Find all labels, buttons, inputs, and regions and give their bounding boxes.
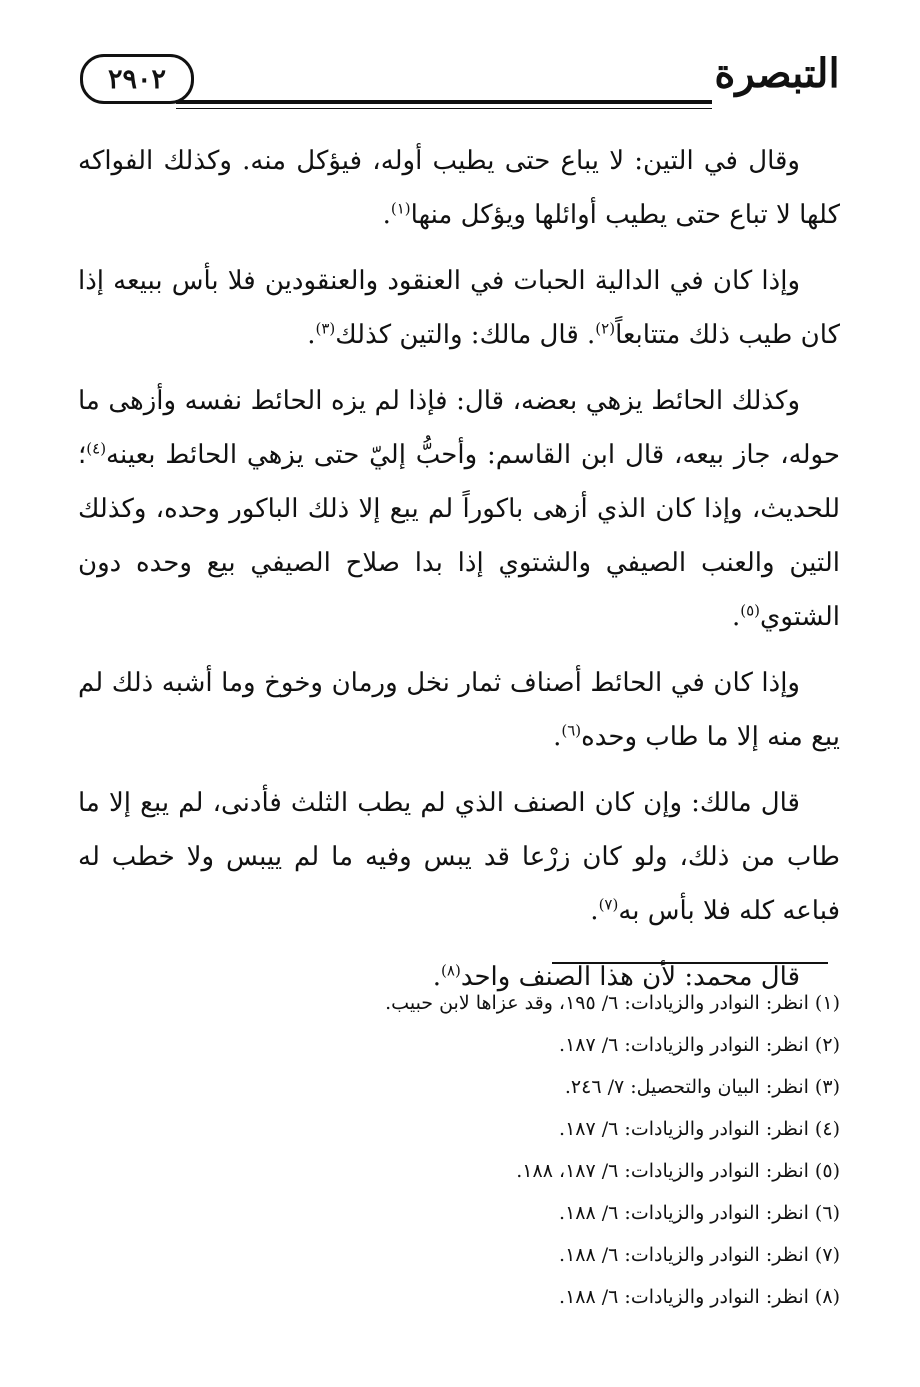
paragraph-2: وإذا كان في الدالية الحبات في العنقود والعنقودين فلا بأس ببيعه إذا كان طيب ذلك متتابعاً$^{(٢)}$. قال مالك: والتين كذلك$^{(٣)}$. <box>78 266 840 350</box>
footnote-ref-1: (١) <box>390 199 411 218</box>
book-title: التبصرة <box>714 50 840 97</box>
footnote-ref-8: (٨) <box>441 961 461 980</box>
main-text <box>78 134 840 1016</box>
footnote-8: (٨) انظر: النوادر والزيادات: ٦/ ١٨٨. <box>559 1286 840 1308</box>
footnote-ref-4: (٤) <box>86 439 107 458</box>
paragraph-6: قال محمد: لأن هذا الصنف واحد$^{(٨)}$. <box>432 961 800 992</box>
footnotes <box>78 982 840 1318</box>
footnote-5: (٥) انظر: النوادر والزيادات: ٦/ ١٨٧، ١٨٨. <box>516 1160 840 1182</box>
footnote-separator <box>552 962 828 964</box>
paragraph-1: وقال في التين: لا يباع حتى يطيب أوله، فيؤكل منه. وكذلك الفواكه كلها لا تباع حتى يطيب أوائلها ويؤكل منها$^{(١)}$. <box>78 146 840 230</box>
footnote-ref-5: (٥) <box>740 601 761 620</box>
footnote-ref-6: (٦) <box>561 721 582 740</box>
footnote-ref-3: (٣) <box>315 319 336 338</box>
page-number: ٢٩٠٢ <box>80 54 194 104</box>
header-rule <box>176 100 712 104</box>
footnote-2: (٢) انظر: النوادر والزيادات: ٦/ ١٨٧. <box>559 1034 840 1056</box>
footnote-7: (٧) انظر: النوادر والزيادات: ٦/ ١٨٨. <box>559 1244 840 1266</box>
paragraph-3: وكذلك الحائط يزهي بعضه، قال: فإذا لم يزه الحائط نفسه وأزهى ما حوله، جاز بيعه، قال ابن القاسم: وأحبُّ إليّ حتى يزهي الحائط بعينه$^{(٤)}$؛ للحديث، وإذا كان الذي أزهى باكوراً لم يبع إلا ذلك الباكور وحده، وكذلك التين والعنب الصيفي والشتوي إذا بدا صلاح الصيفي بيع وحده دون الشتوي$^{(٥)}$. <box>78 386 840 632</box>
footnote-1: (١) انظر: النوادر والزيادات: ٦/ ١٩٥، وقد عزاها لابن حبيب. <box>385 992 840 1014</box>
footnote-4: (٤) انظر: النوادر والزيادات: ٦/ ١٨٧. <box>559 1118 840 1140</box>
footnote-ref-7: (٧) <box>598 895 619 914</box>
paragraph-4: وإذا كان في الحائط أصناف ثمار نخل ورمان وخوخ وما أشبه ذلك لم يبع منه إلا ما طاب وحده$^{(٦)}$. <box>78 668 840 752</box>
page-header <box>80 40 840 120</box>
paragraph-5: قال مالك: وإن كان الصنف الذي لم يطب الثلث فأدنى، لم يبع إلا ما طاب من ذلك، ولو كان زرْعا قد يبس وفيه ما لم ييبس ولا خطب له فباعه كله فلا بأس به$^{(٧)}$. <box>78 788 840 926</box>
footnote-3: (٣) انظر: البيان والتحصيل: ٧/ ٢٤٦. <box>564 1076 840 1098</box>
footnote-ref-2: (٢) <box>595 319 616 338</box>
footnote-6: (٦) انظر: النوادر والزيادات: ٦/ ١٨٨. <box>559 1202 840 1224</box>
